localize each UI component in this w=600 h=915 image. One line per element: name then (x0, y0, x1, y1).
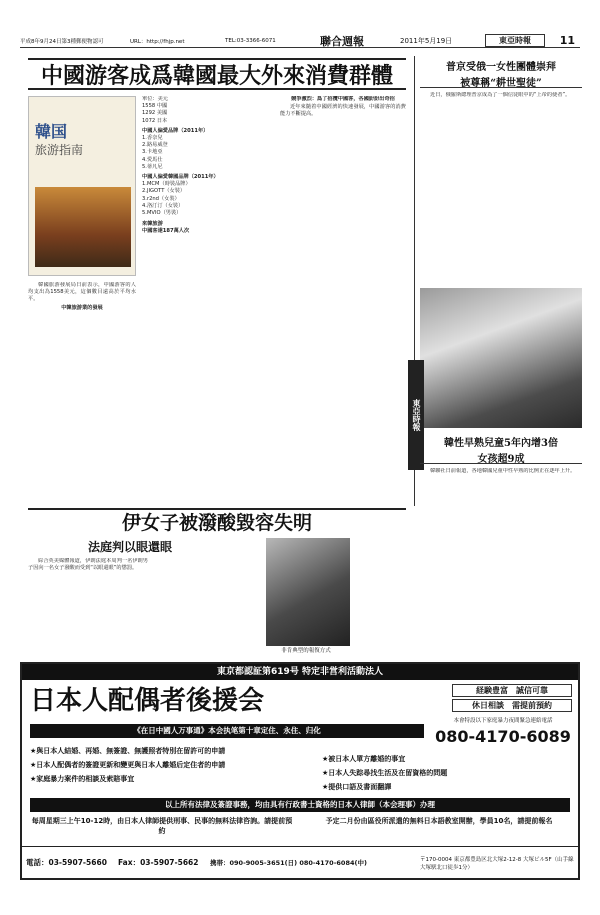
page-number: 11 (559, 34, 575, 47)
postal-note: 平成8年9月24日第3種郵便物認可 (20, 38, 104, 45)
advertisement (20, 662, 580, 880)
brand-list-item: 4.洛汀汀（女裝） (142, 202, 184, 209)
ad-mobile[interactable]: 携帯：090-9005-3651(日) 080-4170-6084(中) (210, 859, 367, 867)
kids-subhead: 女孩超9成 (420, 450, 582, 464)
brand-heading-1: 中國人偏愛品牌（2011年） (142, 127, 209, 134)
lead-column-3 (280, 96, 406, 502)
header-tel: TEL:03-3366-6071 (225, 37, 276, 44)
acid-subhead: 法庭判以眼還眼 (87, 540, 172, 554)
ad-tel-caption: 本會特設以下家庭暴力夜間緊急連絡電話 (453, 718, 553, 724)
ad-badge-2: 休日相談 需提前預約 (452, 699, 572, 712)
acid-headline: 伊女子被潑酸毀容失明 (28, 508, 406, 534)
putin-subhead: 被尊稱“耕世聖徒” (420, 74, 582, 88)
spend-list-item: 單位：美元 (142, 96, 168, 102)
ad-service-item: ★日本人失踪尋找生活及在留資格的問題 (322, 769, 448, 777)
ad-footer-bar: 以上所有法律及簽證事務，均由具有行政書士資格的日本人律師（本会理事）办理 (30, 798, 570, 812)
ad-services-left (30, 744, 320, 790)
acid-body-text: 綜合英美媒體報道，伊朗法庭本周判一名伊朗男子因向一名女子潑酸而受到“以眼還眼”的懲罰。 (28, 558, 148, 572)
spend-list (142, 96, 272, 125)
ad-note-left: 每周星期三上午10-12時，由日本人律師提供刑事、民事的無料法律咨詢。請提前預約 (31, 817, 293, 835)
acid-body (28, 558, 148, 656)
lead-headline: 中國游客成爲韓國最大外來消費群體 (28, 58, 406, 90)
guidebook-art (35, 187, 131, 267)
section-side-label: 東亞時報 (408, 360, 424, 470)
acid-victim-photo (266, 538, 350, 646)
ad-service-item: ★被日本人單方離婚的事宜 (322, 755, 406, 763)
acid-photo-caption: 非肯典型的報復方式 (281, 648, 331, 654)
putin-photo (420, 288, 582, 428)
ad-contact-bar (22, 846, 578, 878)
page-header (20, 34, 580, 48)
col2-subhead: 來韓旅游 (142, 221, 163, 228)
brand-list-item: 5.蒂凡尼 (142, 163, 163, 170)
brand-list-1 (142, 135, 272, 171)
guidebook-title: 韓国 (35, 122, 68, 141)
masthead: 聯合週報 (320, 34, 364, 48)
ad-service-item: ★日本人配偶者的簽證更新和變更與日本人離婚后定住者的申請 (30, 761, 226, 769)
ad-service-item: ★提供口語及書面翻譯 (322, 783, 392, 791)
ad-address: 〒170-0004 東京都豊島区北大塚2-12-8 大塚ビル5F（山手線大塚駅北口徒歩1分） (420, 856, 574, 871)
ad-tel[interactable]: 電話：03-5907-5660 (26, 858, 107, 867)
ad-tel-big[interactable]: 080-4170-6089 (435, 727, 571, 746)
col2-subhead-2: 中國客達187萬人次 (142, 228, 190, 235)
kids-body (420, 468, 582, 656)
kids-body-text: 韓聯社日前報道，各地韓國兒童中性早熟的比例正在逐年上升。 (430, 468, 576, 474)
ad-title: 日本人配偶者後援会 (30, 686, 265, 716)
brand-list-item: 1.香奈兒 (142, 135, 163, 142)
brand-list-item: 5.MVIO（男裝） (142, 210, 182, 217)
guidebook-subtitle: 旅游指南 (35, 143, 84, 157)
brand-heading-2: 中國人偏愛韓國品牌（2011年） (142, 174, 219, 181)
brand-list-item: 3.r2nd（女裝） (142, 195, 180, 202)
lead-column-2 (142, 96, 272, 502)
brand-list-item: 4.愛馬仕 (142, 156, 163, 163)
brand-list-2 (142, 181, 272, 217)
brand-list-item: 2.路易威登 (142, 142, 168, 149)
brand-list-item: 2.JIGOTT（女裝） (142, 188, 186, 195)
guidebook-cover (28, 96, 136, 276)
lead-col3-text: 近年來隨着中國經濟的快速發展，中國游客的消費能力不斷提高。 (280, 104, 406, 118)
lead-col3-subhead: 競爭激烈：爲了招攬中國客，各國紛紛出奇招 (291, 96, 395, 102)
site-url[interactable]: URL：http://fhjp.net (130, 38, 185, 45)
spend-list-item: 1558 中國 (142, 103, 168, 110)
spend-list-item: 1292 美國 (142, 110, 168, 117)
putin-headline: 普京受俄一女性團體崇拜 (446, 62, 556, 73)
ad-badge-1: 経験豊富 誠信可靠 (452, 684, 572, 697)
lead-col1-text: 韓國旅游發展局日前表示，中國游客的人均支出為1558美元，這個數目遠高於平均水平。 (28, 282, 136, 303)
brand-list-item: 3.卡地亞 (142, 149, 163, 156)
spend-list-item: 1072 日本 (142, 117, 168, 124)
ad-top-bar: 東京都認証第619号 特定非営利活動法人 (22, 664, 578, 680)
ad-services-right (322, 752, 572, 798)
lead-col1-subhead: 中韓旅游業的發展 (61, 304, 103, 311)
putin-body (420, 92, 582, 282)
ad-service-item: ★家庭暴力案件的相談及索賠事宜 (30, 775, 135, 783)
lead-column-1 (28, 282, 136, 502)
section-name: 東亞時報 (485, 34, 545, 47)
issue-date: 2011年5月19日 (400, 36, 453, 45)
kids-headline: 韓性早熟兒童5年內增3倍 (444, 438, 558, 449)
brand-list-item: 1.MCM（時裝品牌） (142, 181, 191, 188)
putin-body-text: 近日，俄羅斯總理普京成為了一個信徒眼中的“上帝的使者”。 (430, 92, 571, 98)
ad-purpose-bar: 《在日中國人万事通》本会执笔第十章定住、永住、归化 (30, 724, 424, 738)
ad-note-right: 予定二月份由區役所派遣的無料日本語教室開辦，學員10名，請提前報名 (325, 817, 553, 825)
ad-fax: Fax：03-5907-5662 (118, 858, 199, 867)
ad-service-item: ★與日本人結婚、再婚、無簽證、無護照者特別在留許可的申請 (30, 747, 226, 755)
